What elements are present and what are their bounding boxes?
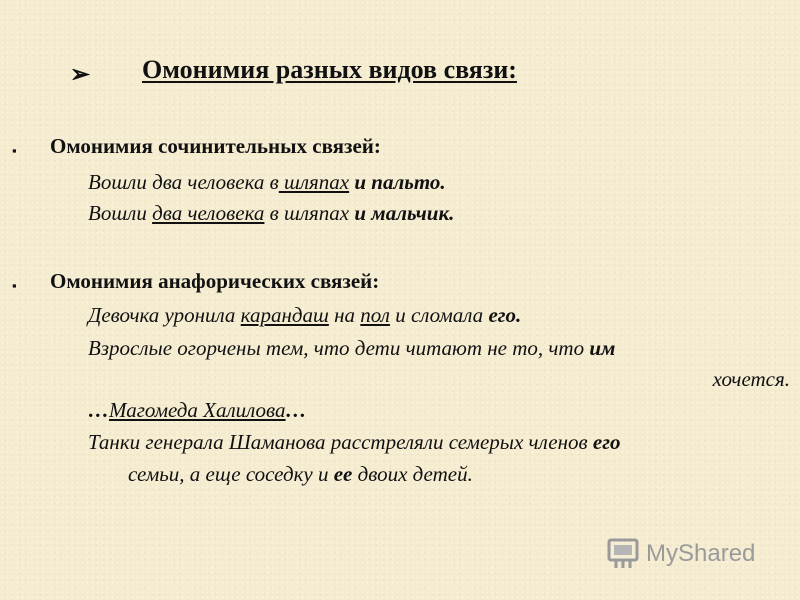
bullet-marker: ▪	[12, 278, 17, 293]
text-segment: на	[328, 303, 361, 327]
underlined-segment: пол	[360, 303, 390, 327]
section-heading-anaphoric: Омонимия анафорических связей:	[50, 269, 380, 293]
text-segment: в шляпах	[264, 201, 355, 225]
example-line-continued	[713, 367, 790, 392]
example-line	[88, 336, 615, 361]
example-line	[88, 398, 307, 423]
bullet-marker: ▪	[12, 143, 17, 158]
example-line	[88, 201, 454, 226]
text-segment: Взрослые огорчены тем, что дети читают не то, что	[88, 336, 590, 360]
bold-segment: ее	[333, 462, 353, 486]
text-segment: семьи, а еще соседку и	[128, 462, 334, 486]
example-line	[88, 303, 521, 328]
bold-segment: им	[589, 336, 616, 360]
bold-segment: и мальчик.	[354, 201, 455, 225]
section-heading-coordinative: Омонимия сочинительных связей:	[50, 134, 381, 158]
underlined-segment: шляпах	[278, 170, 350, 194]
text-segment: Вошли	[88, 201, 153, 225]
presentation-board-icon	[606, 537, 640, 571]
watermark-text: MyShared	[646, 540, 756, 567]
example-line	[88, 170, 446, 195]
underlined-segment: Магомеда Халилова	[109, 398, 286, 422]
ellipsis: …	[285, 398, 307, 422]
text-segment: двоих детей.	[352, 462, 473, 486]
text-segment: хочется.	[712, 367, 790, 391]
text-segment: Танки генерала Шаманова расстреляли семерых членов	[88, 430, 593, 454]
slide-title: Омонимия разных видов связи:	[142, 55, 517, 84]
example-line	[88, 430, 620, 455]
bold-segment: его.	[488, 303, 522, 327]
text-segment: и сломала	[389, 303, 489, 327]
text-segment: Девочка уронила	[88, 303, 241, 327]
text-segment: Вошли два человека в	[88, 170, 279, 194]
underlined-segment: два человека	[152, 201, 265, 225]
bold-segment: его	[592, 430, 621, 454]
example-line-continued	[128, 462, 473, 487]
watermark	[606, 536, 755, 572]
bold-segment: и пальто.	[354, 170, 446, 194]
ellipsis: …	[88, 398, 109, 422]
title-arrow-marker: ➢	[70, 62, 91, 88]
underlined-segment: карандаш	[240, 303, 329, 327]
